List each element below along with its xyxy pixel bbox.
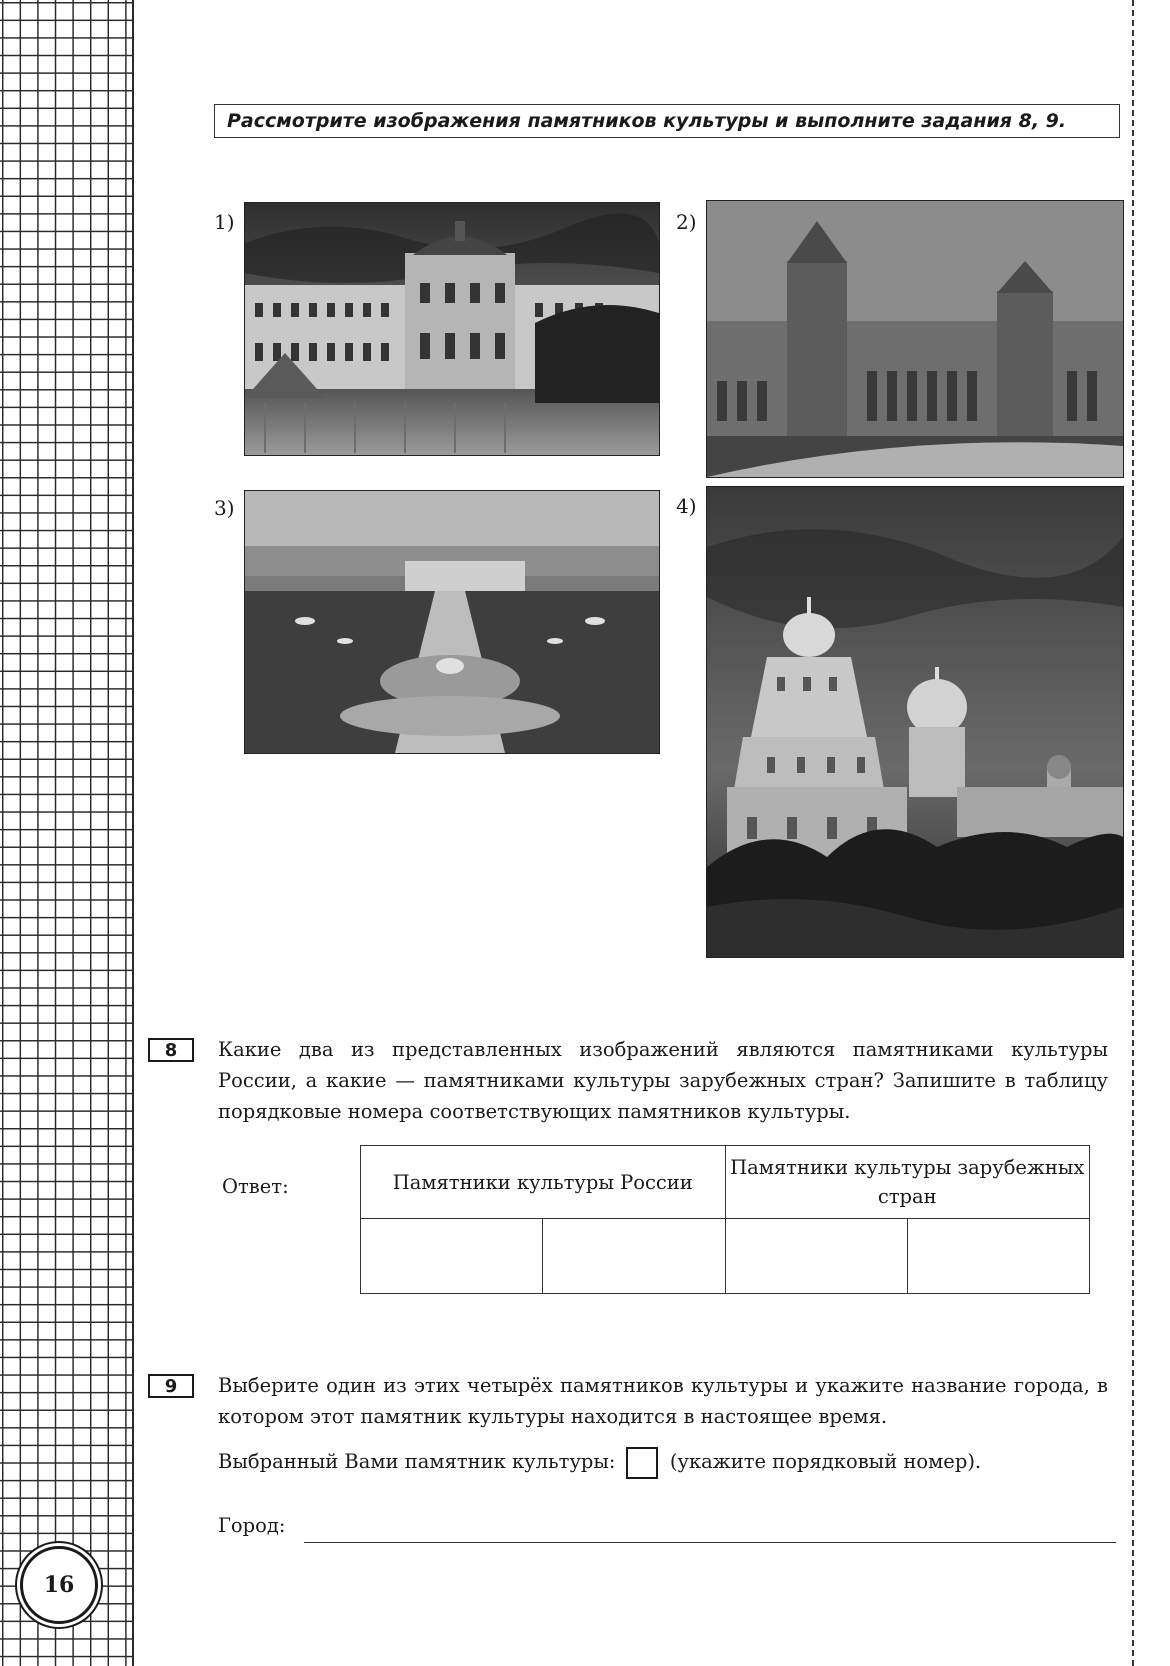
grid-margin	[0, 0, 134, 1666]
chosen-monument-hint: (укажите порядковый номер).	[669, 1450, 982, 1473]
answer-label: Ответ:	[222, 1175, 289, 1198]
answer-cell-foreign-1[interactable]	[725, 1219, 907, 1294]
image-1-palace-pyramid	[244, 202, 660, 456]
answer-cell-russia-1[interactable]	[361, 1219, 543, 1294]
answer-table	[360, 1145, 1090, 1294]
image-label-3: 3)	[214, 496, 235, 520]
page-number: 16	[20, 1546, 98, 1624]
image-label-4: 4)	[676, 494, 697, 518]
cut-line	[1132, 0, 1134, 1666]
chosen-number-box[interactable]	[626, 1447, 658, 1479]
image-label-2: 2)	[676, 210, 697, 234]
col-header-foreign: Памятники культуры зарубежных стран	[725, 1146, 1090, 1219]
image-label-1: 1)	[214, 210, 235, 234]
chosen-monument-row	[218, 1446, 1118, 1479]
city-answer-line[interactable]	[304, 1542, 1116, 1543]
task-9-question	[218, 1370, 1108, 1432]
answer-cell-russia-2[interactable]	[543, 1219, 725, 1294]
chosen-monument-label: Выбранный Вами памятник культуры:	[218, 1450, 616, 1473]
answer-cell-foreign-2[interactable]	[907, 1219, 1089, 1294]
city-label: Город:	[218, 1514, 286, 1537]
image-2-gothic-palace	[706, 200, 1124, 478]
image-3-fountain-park	[244, 490, 660, 754]
task-8-question	[218, 1034, 1108, 1127]
task-8-text: Какие два из представленных изображений являются памятниками культуры России, а какие — памятниками культуры зарубежных стран? Запишите в таблицу порядковые номера соответствующих памятников культуры.	[218, 1038, 1108, 1123]
image-4-monastery	[706, 486, 1124, 958]
task-8-number: 8	[148, 1038, 194, 1062]
col-header-russia: Памятники культуры России	[361, 1146, 726, 1219]
task-9-text: Выберите один из этих четырёх памятников культуры и укажите название города, в котором этот памятник культуры находится в настоящее время.	[218, 1374, 1108, 1428]
task-9-number: 9	[148, 1374, 194, 1398]
instruction-banner: Рассмотрите изображения памятников культуры и выполните задания 8, 9.	[214, 104, 1120, 138]
